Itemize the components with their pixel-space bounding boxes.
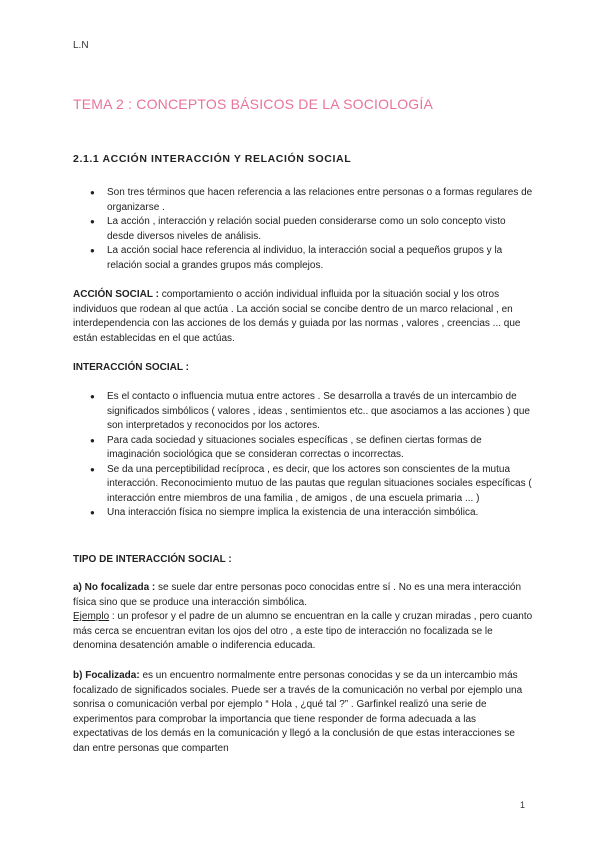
accion-social-paragraph	[73, 288, 533, 346]
header-initials: L.N	[73, 40, 89, 51]
section-heading: 2.1.1 ACCIÓN INTERACCIÓN Y RELACIÓN SOCIAL	[73, 153, 352, 165]
page-title: TEMA 2 : CONCEPTOS BÁSICOS DE LA SOCIOLOGÍA	[73, 96, 433, 112]
no-focalizada-text: se suele dar entre personas poco conocidas entre sí . No es una mera interacción física sino que se produce una interacción simbólica.	[73, 582, 522, 608]
list-item: ● Son tres términos que hacen referencia a las relaciones entre personas o a formas regulares de organizarse .	[90, 186, 535, 215]
focalizada-text: es un encuentro normalmente entre personas conocidas y se da un intercambio más focalizado de significados sociales. Puede ser a través de la comunicación no verbal por ejemplo una sonrisa o comunicación verbal por ejemplo “ Hola , ¿qué tal ?” . Garfinkel realizó una serie de experimentos para comprobar la importancia que tiene responder de forma adecuada a las expectativas de los demás en la comunicación y llegó a la conclusión de que estas interacciones se dan entre personas que comparten	[73, 670, 523, 754]
no-focalizada-term: a) No focalizada :	[73, 582, 156, 593]
list-item: ● Es el contacto o influencia mutua entre actores . Se desarrolla a través de un intercambio de significados simbólicos ( valores , ideas , sentimientos etc.. que asociamos a las acciones ) que son interpretados y reconocidos por los actores.	[90, 390, 535, 434]
list-item: ● Una interacción física no siempre implica la existencia de una interacción simbólica.	[90, 506, 535, 521]
page-number: 1	[520, 800, 526, 810]
focalizada-paragraph	[73, 669, 533, 756]
accion-social-term: ACCIÓN SOCIAL :	[73, 289, 159, 300]
no-focalizada-paragraph	[73, 581, 533, 654]
interaccion-bullet-list	[90, 390, 535, 521]
focalizada-term: b) Focalizada:	[73, 670, 140, 681]
accion-social-text: comportamiento o acción individual influida por la situación social y los otros individuos que rodean al que actúa . La acción social se concibe dentro de un marco relacional , en interdependencia con las acciones de los demás y guiada por las normas , valores , creencias ... que están establecidas en el que actúas.	[73, 289, 521, 344]
list-item: ● La acción social hace referencia al individuo, la interacción social a pequeños grupos y la relación social a grandes grupos más complejos.	[90, 244, 535, 273]
tipo-interaccion-heading: TIPO DE INTERACCIÓN SOCIAL :	[73, 554, 232, 565]
example-text: : un profesor y el padre de un alumno se encuentran en la calle y cruzan miradas , pero cuanto más cerca se encuentran evitan los ojos del otro , a este tipo de interacción no focalizada se le denomina desatención amable o indiferencia educada.	[73, 611, 533, 651]
intro-bullet-list	[90, 186, 535, 273]
example-label: Ejemplo	[73, 611, 110, 622]
list-item: ● Para cada sociedad y situaciones sociales específicas , se definen ciertas formas de imaginación sociológica que se consideran correctas o incorrectas.	[90, 434, 535, 463]
list-item: ● La acción , interacción y relación social pueden considerarse como un solo concepto visto desde diversos niveles de análisis.	[90, 215, 535, 244]
interaccion-social-heading: INTERACCIÓN SOCIAL :	[73, 362, 189, 373]
list-item: ● Se da una perceptibilidad recíproca , es decir, que los actores son conscientes de la mutua interacción. Reconocimiento mutuo de las pautas que regulan situaciones sociales específicas ( interacción entre miembros de una familia , de amigos , de una escuela primaria ... )	[90, 463, 535, 507]
